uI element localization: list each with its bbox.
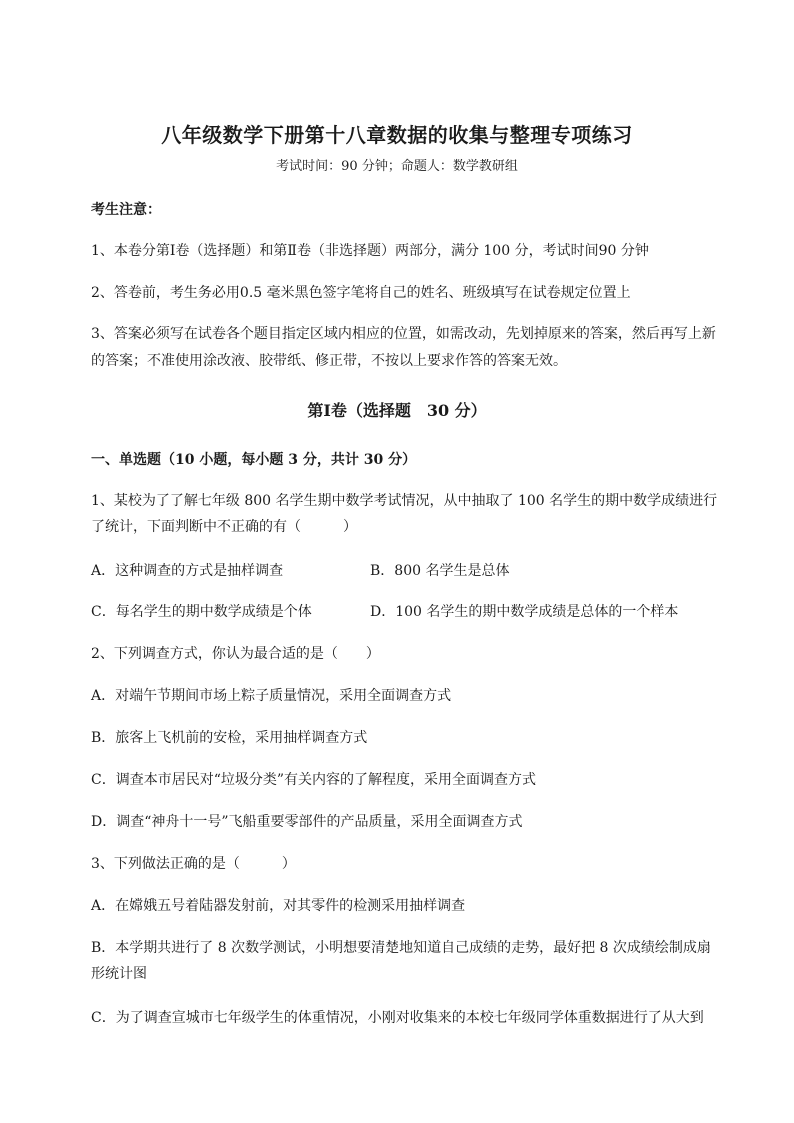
section-title: 第Ⅰ卷（选择题 30 分） xyxy=(307,401,487,420)
question-2-option-a: A．对端午节期间市场上粽子质量情况，采用全面调查方式 xyxy=(91,688,452,704)
notice-item-2: 2、答卷前，考生务必用0.5 毫米黑色签字笔将自己的姓名、班级填写在试卷规定位置上 xyxy=(91,285,631,301)
question-2-stem: 2、下列调查方式，你认为最合适的是（ ） xyxy=(91,646,380,662)
document-subtitle: 考试时间：90 分钟；命题人：数学教研组 xyxy=(276,159,518,174)
question-2-option-d: D．调查“神舟十一号”飞船重要零部件的产品质量，采用全面调查方式 xyxy=(91,814,523,830)
question-1-stem-line-1: 1、某校为了了解七年级 800 名学生期中数学考试情况，从中抽取了 100 名学生的期中数学成绩进行 xyxy=(91,493,718,509)
question-1-option-d: D．100 名学生的期中数学成绩是总体的一个样本 xyxy=(370,604,679,620)
notice-item-3-line-1: 3、答案必须写在试卷各个题目指定区域内相应的位置，如需改动，先划掉原来的答案，然后再写上新 xyxy=(91,326,716,342)
question-3-option-b-line-2: 形统计图 xyxy=(91,966,147,982)
part-heading: 一、单选题（10 小题，每小题 3 分，共计 30 分） xyxy=(91,452,417,468)
notice-item-3-line-2: 的答案；不准使用涂改液、胶带纸、修正带，不按以上要求作答的答案无效。 xyxy=(91,353,567,369)
question-2-option-b: B．旅客上飞机前的安检，采用抽样调查方式 xyxy=(91,730,368,746)
question-1-stem-line-2: 了统计，下面判断中不正确的有（ ） xyxy=(91,519,357,535)
question-3-stem: 3、下列做法正确的是（ ） xyxy=(91,856,296,872)
document-title: 八年级数学下册第十八章数据的收集与整理专项练习 xyxy=(161,123,633,147)
question-3-option-a: A．在嫦娥五号着陆器发射前，对其零件的检测采用抽样调查 xyxy=(91,898,466,914)
question-2-option-c: C．调查本市居民对“垃圾分类”有关内容的了解程度，采用全面调查方式 xyxy=(91,772,537,788)
question-3-option-b-line-1: B．本学期共进行了 8 次数学测试，小明想要清楚地知道自己成绩的走势，最好把 8 次成绩绘制成扇 xyxy=(91,940,711,956)
notice-item-1: 1、本卷分第Ⅰ卷（选择题）和第Ⅱ卷（非选择题）两部分，满分 100 分，考试时间90 分钟 xyxy=(91,243,649,259)
notice-heading: 考生注意： xyxy=(91,202,161,218)
question-3-option-c-line-1: C．为了调查宣城市七年级学生的体重情况，小刚对收集来的本校七年级同学体重数据进行了从大到 xyxy=(91,1010,704,1026)
question-1-option-a: A．这种调查的方式是抽样调查 xyxy=(91,563,284,579)
question-1-option-b: B．800 名学生是总体 xyxy=(370,563,510,579)
question-1-option-c: C．每名学生的期中数学成绩是个体 xyxy=(91,604,312,620)
